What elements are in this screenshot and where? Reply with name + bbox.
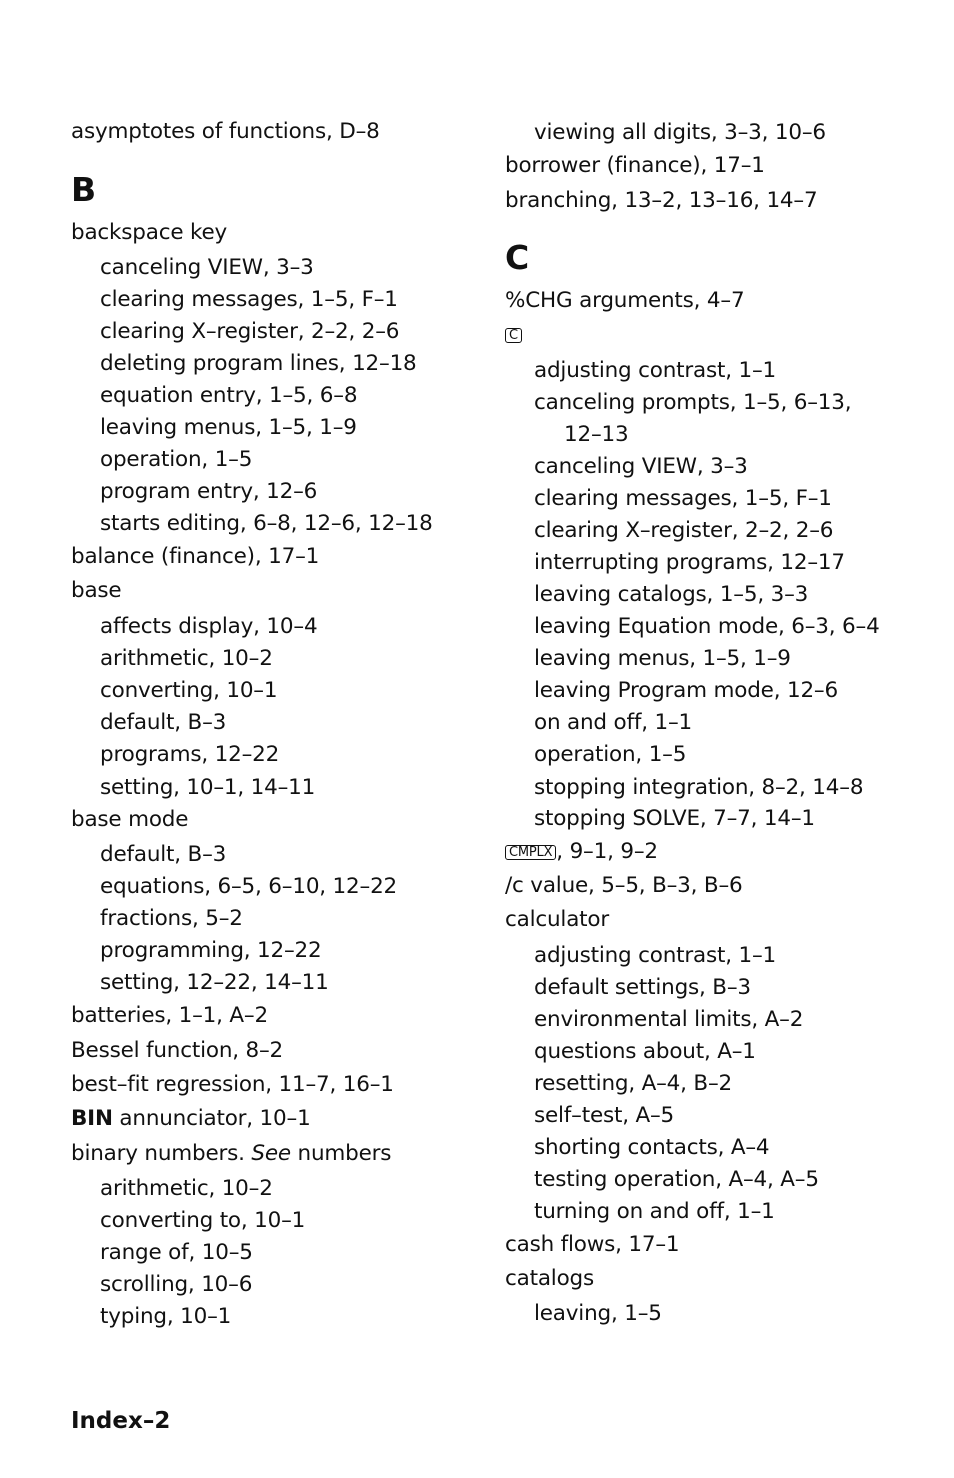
index-subentry: adjusting contrast, 1–1 xyxy=(534,943,776,968)
index-subentry: clearing messages, 1–5, F–1 xyxy=(534,486,832,511)
section-heading-b: B xyxy=(71,170,97,209)
index-entry: backspace key xyxy=(71,220,228,245)
index-entry-text: numbers xyxy=(290,1141,392,1166)
index-subentry: clearing X–register, 2–2, 2–6 xyxy=(534,518,834,543)
index-subentry: programming, 12–22 xyxy=(100,938,322,963)
cmplx-key-icon: CMPLX xyxy=(505,845,556,860)
index-subentry: default, B–3 xyxy=(100,842,227,867)
index-subentry: leaving Program mode, 12–6 xyxy=(534,678,838,703)
index-subentry: questions about, A–1 xyxy=(534,1039,756,1064)
index-subentry: testing operation, A–4, A–5 xyxy=(534,1167,819,1192)
index-subentry: leaving catalogs, 1–5, 3–3 xyxy=(534,582,809,607)
index-entry: best–fit regression, 11–7, 16–1 xyxy=(71,1072,394,1097)
index-entry: catalogs xyxy=(505,1266,594,1291)
index-subentry: leaving menus, 1–5, 1–9 xyxy=(534,646,791,671)
index-entry xyxy=(71,1141,391,1167)
index-subentry: interrupting programs, 12–17 xyxy=(534,550,845,575)
index-entry: branching, 13–2, 13–16, 14–7 xyxy=(505,188,818,213)
index-entry xyxy=(71,1106,311,1132)
index-subentry: leaving, 1–5 xyxy=(534,1301,662,1326)
index-subentry: converting to, 10–1 xyxy=(100,1208,306,1233)
index-subentry: setting, 12–22, 14–11 xyxy=(100,970,329,995)
index-subentry: resetting, A–4, B–2 xyxy=(534,1071,732,1096)
index-subentry: scrolling, 10–6 xyxy=(100,1272,253,1297)
index-entry: calculator xyxy=(505,907,609,932)
section-heading-c: C xyxy=(505,238,530,277)
index-subentry: programs, 12–22 xyxy=(100,742,280,767)
index-subentry: starts editing, 6–8, 12–6, 12–18 xyxy=(100,511,433,536)
index-entry: Bessel function, 8–2 xyxy=(71,1038,284,1063)
index-subentry: program entry, 12–6 xyxy=(100,479,318,504)
index-subentry: turning on and off, 1–1 xyxy=(534,1199,775,1224)
index-subentry: operation, 1–5 xyxy=(100,447,253,472)
index-subentry: stopping integration, 8–2, 14–8 xyxy=(534,775,864,800)
index-entry: asymptotes of functions, D–8 xyxy=(71,119,380,144)
index-subentry: default settings, B–3 xyxy=(534,975,751,1000)
index-entry-text: annunciator, 10–1 xyxy=(112,1106,311,1131)
index-subentry: leaving menus, 1–5, 1–9 xyxy=(100,415,357,440)
index-subentry: viewing all digits, 3–3, 10–6 xyxy=(534,120,826,145)
index-entry-text: , 9–1, 9–2 xyxy=(556,839,658,864)
index-entry: base xyxy=(71,578,122,603)
index-entry: cash flows, 17–1 xyxy=(505,1232,680,1257)
index-subentry: affects display, 10–4 xyxy=(100,614,318,639)
index-subentry: environmental limits, A–2 xyxy=(534,1007,804,1032)
index-subentry: equations, 6–5, 6–10, 12–22 xyxy=(100,874,398,899)
index-subentry: canceling VIEW, 3–3 xyxy=(100,255,314,280)
index-subentry: setting, 10–1, 14–11 xyxy=(100,775,316,800)
index-subentry: canceling VIEW, 3–3 xyxy=(534,454,748,479)
index-subentry: self–test, A–5 xyxy=(534,1103,675,1128)
index-subentry: on and off, 1–1 xyxy=(534,710,692,735)
index-subentry: leaving Equation mode, 6–3, 6–4 xyxy=(534,614,880,639)
index-entry: /c value, 5–5, B–3, B–6 xyxy=(505,873,743,898)
c-key-icon: C xyxy=(505,328,522,343)
index-entry xyxy=(505,839,658,865)
index-subentry: default, B–3 xyxy=(100,710,227,735)
index-subentry: equation entry, 1–5, 6–8 xyxy=(100,383,358,408)
index-entry: %CHG arguments, 4–7 xyxy=(505,288,745,313)
index-subentry: converting, 10–1 xyxy=(100,678,278,703)
index-subentry: shorting contacts, A–4 xyxy=(534,1135,770,1160)
index-entry xyxy=(505,322,522,348)
index-subentry: stopping SOLVE, 7–7, 14–1 xyxy=(534,806,815,831)
see-reference: See xyxy=(251,1141,291,1166)
index-subentry: deleting program lines, 12–18 xyxy=(100,351,417,376)
index-subentry: arithmetic, 10–2 xyxy=(100,646,273,671)
index-subentry-continued: 12–13 xyxy=(564,422,629,447)
index-subentry: typing, 10–1 xyxy=(100,1304,232,1329)
index-subentry: operation, 1–5 xyxy=(534,742,687,767)
index-entry: balance (finance), 17–1 xyxy=(71,544,320,569)
index-subentry: clearing messages, 1–5, F–1 xyxy=(100,287,398,312)
index-subentry: canceling prompts, 1–5, 6–13, xyxy=(534,390,852,415)
index-subentry: range of, 10–5 xyxy=(100,1240,253,1265)
index-subentry: clearing X–register, 2–2, 2–6 xyxy=(100,319,400,344)
index-entry: base mode xyxy=(71,807,189,832)
index-entry: borrower (finance), 17–1 xyxy=(505,153,765,178)
index-subentry: adjusting contrast, 1–1 xyxy=(534,358,776,383)
bin-annunciator-label: BIN xyxy=(71,1106,113,1131)
index-subentry: arithmetic, 10–2 xyxy=(100,1176,273,1201)
index-subentry: fractions, 5–2 xyxy=(100,906,243,931)
index-entry: batteries, 1–1, A–2 xyxy=(71,1003,268,1028)
page-footer: Index–2 xyxy=(71,1408,171,1434)
index-entry-text: binary numbers. xyxy=(71,1141,252,1166)
